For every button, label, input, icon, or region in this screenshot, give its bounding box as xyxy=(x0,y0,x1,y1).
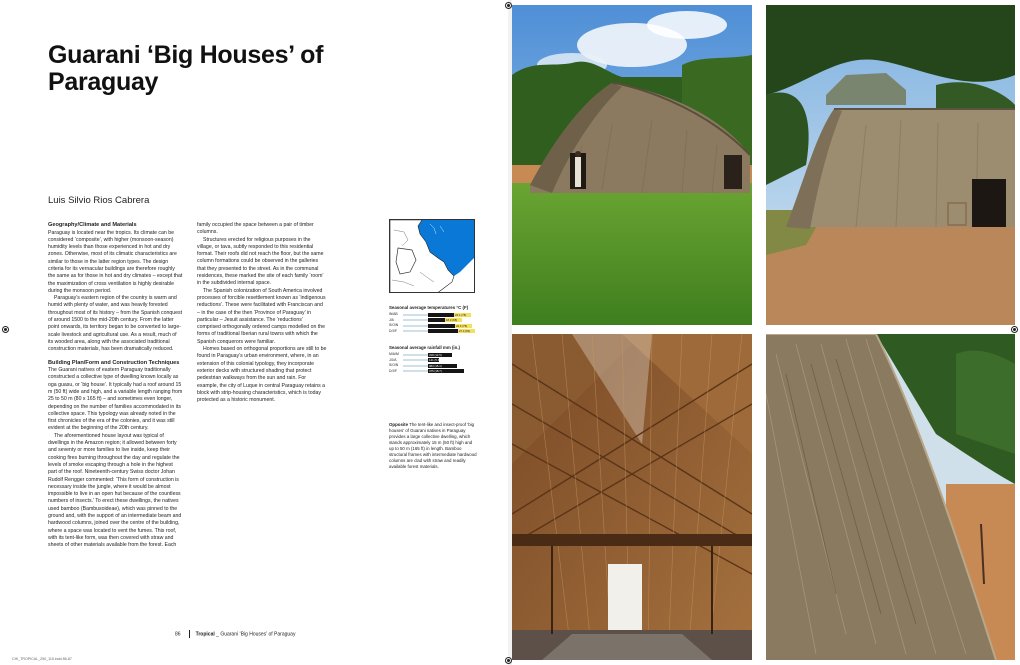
paragraph: Homes based on orthogonal proportions are still to be found in Paraguay’s urban environment, where, in an extension of this colonial typology, they incorporate exterior decks with structured shading that protect pedestrian walkways from the sun and rain. For example, the city of Luque in central Paraguay retains a block with strip-housing characteristics, which is today protected as a historic monument. xyxy=(197,346,327,404)
temperature-value: 18.3 (65) xyxy=(445,318,462,322)
temperature-value: 24.1 (75) xyxy=(454,313,471,317)
temperature-rows xyxy=(389,312,479,334)
footer-section: Tropical xyxy=(195,631,215,638)
temperature-track xyxy=(403,325,428,327)
registration-mark-left xyxy=(2,326,9,333)
footer-separator: _ xyxy=(216,631,219,638)
registration-mark-right xyxy=(1011,326,1018,333)
section-heading: Geography/Climate and Materials xyxy=(48,222,137,228)
footer-running-title: Guarani ‘Big Houses’ of Paraguay xyxy=(220,631,296,638)
paragraph: The Spanish colonization of South America involved processes of forcible resettlement known as ‘indigenous reductions’. These were facilitated with Franciscan and – in the case of the then ‘Province of Paraguay’ in particular – Jesuit assistance. The ‘reductions’ comprised orthogonally ordered camps modelled on the forms of traditional Iberian rural towns with which the Spanish conquerors were familiar. xyxy=(197,287,326,345)
paragraph: Structures erected for religious purposes in the village, or tava, subtly responded to this residential format. Their roofs did not reach the floor, but the same column formations could be observed in the galleries that they presented to the street. As in the communal residences, these marked the site of each family ‘room’ in the subdivided internal space. xyxy=(197,236,324,287)
page-title: Guarani ‘Big Houses’ of Paraguay xyxy=(48,41,324,96)
rainfall-chart-title: Seasonal average rainfall mm (in.) xyxy=(389,345,461,350)
caption-text: The tent-like and insect-proof ‘big houses’ of Guarani natives in Paraguay provides a large collective dwelling, which stands approximately 15 m (50 ft) high and up to 50 m (165 ft) in length. Bamboo structural frames with intermediate hardwood columns are clad with straw and readily available forest materials. xyxy=(389,422,477,469)
footer-rule xyxy=(189,630,190,638)
rainfall-value: 141 (5.6) xyxy=(429,358,441,362)
rainfall-label: J/J/A xyxy=(389,357,397,362)
temperature-row xyxy=(389,329,479,335)
rainfall-track xyxy=(403,365,428,367)
temperature-chart-title: Seasonal average temperatures °C (F) xyxy=(389,305,469,310)
rainfall-track xyxy=(403,370,428,372)
paragraph: Paraguay’s eastern region of the country is warm and humid with plenty of water, and was heavily forested throughout most of its history – from the Spanish conquest of around 1500 to the mid-20th century. From the latter point onwards, its territory began to be converted to large-scale livestock and agricultural use. As a result, much of its wooded area, along with the associated traditional construction materials, has been dramatically reduced. xyxy=(48,295,183,353)
registration-mark-top xyxy=(505,2,512,9)
paragraph: The aforementioned house layout was typical of dwellings in the Amazon region; it allowed between forty and seventy or more families to live inside, keep their cooking fires burning throughout the day and regulate the levels of smoke escaping through a hole in the highest part of the roof. Nineteenth-century Swiss doctor Johan Rudolf Rengger commented: ‘This form of construction is necessary inside the jungle, where it would be almost impossible to live in an open hut because of the countless numbers of insects.’ To erect these dwellings, the natives used bamboo (Bambusoideae), which was pinned to the ground and, with the support of an intermediate beam and hardwood columns, joined over the centre of the building, where a space was located to vent the fumes. This roof, with its tent-like form, was then covered with straw and sheets of other materials available from the forest. Each xyxy=(48,432,182,549)
page-number: 86 xyxy=(175,631,181,638)
rainfall-value: 475 (18.7) xyxy=(429,369,442,373)
photo-interior-roof xyxy=(512,334,752,660)
temperature-track xyxy=(403,319,428,321)
photo-caption xyxy=(389,422,477,470)
rainfall-value: 383 (15.1) xyxy=(429,363,442,368)
rainfall-row xyxy=(389,369,479,375)
photo-thatch-closeup xyxy=(766,334,1015,660)
temperature-chart xyxy=(389,305,479,334)
body-column-2 xyxy=(197,222,327,404)
rainfall-label: S/O/N xyxy=(389,363,399,367)
rainfall-track xyxy=(403,359,428,361)
temperature-track xyxy=(403,314,428,316)
location-map xyxy=(389,219,475,293)
rainfall-value: 318 (12.5) xyxy=(429,352,442,357)
temperature-value: 27.4 (81) xyxy=(458,329,475,333)
map-graphic xyxy=(390,220,475,293)
temperature-value: 24.4 (76) xyxy=(455,324,472,328)
rainfall-rows xyxy=(389,352,479,374)
temperature-label: W/AB xyxy=(389,312,398,316)
section-heading: Building Plan/Form and Construction Techniques xyxy=(48,359,180,366)
paragraph: The Guarani natives of eastern Paraguay traditionally constructed a collective type of dwelling known locally as oga guasu, or ‘big house’. It typically had a roof around 15 m (50 ft) wide and high, and a variable length ranging from 25 to 50 m (80 x 165 ft) – and sometimes even longer, depending on the number of families accommodated in its collective space. This typology was already noted in the first chronicles of the era of the colonies, and it was still evident at the beginning of the 20th century. xyxy=(48,367,183,432)
temperature-label: J/A xyxy=(389,317,394,322)
page-footer xyxy=(175,630,295,638)
paragraph: Paraguay is located near the tropics. Its climate can be considered ‘composite’, with higher (monsoon-season) humidity levels than those experienced in hot and dry zones. Otherwise, most of its climatic characteristics are similar to those in the latter region types. The design criteria for its vernacular buildings are therefore roughly the same as for those in hot and dry climates – except that the maximization of cross ventilation is highly desirable during the monsoon period. xyxy=(48,229,183,294)
photo-exterior-side xyxy=(766,5,1015,325)
caption-lead: Opposite xyxy=(389,422,409,427)
author-name: Luis Silvio Rios Cabrera xyxy=(48,195,150,206)
temperature-track xyxy=(403,330,428,332)
print-slug: CHI_TROPICAL_250_115.indd 86-87 xyxy=(12,657,72,661)
registration-mark-bottom xyxy=(505,657,512,664)
rainfall-chart xyxy=(389,345,479,374)
paragraph: family occupied the space between a pair of timber columns. xyxy=(197,222,314,236)
body-column-1 xyxy=(48,222,183,549)
temperature-label: S/O/N xyxy=(389,323,399,327)
photo-exterior-front xyxy=(512,5,752,325)
rainfall-label: M/A/M xyxy=(389,352,399,356)
temperature-label: D/J/F xyxy=(389,328,398,333)
rainfall-track xyxy=(403,354,428,356)
rainfall-label: D/J/F xyxy=(389,368,398,373)
